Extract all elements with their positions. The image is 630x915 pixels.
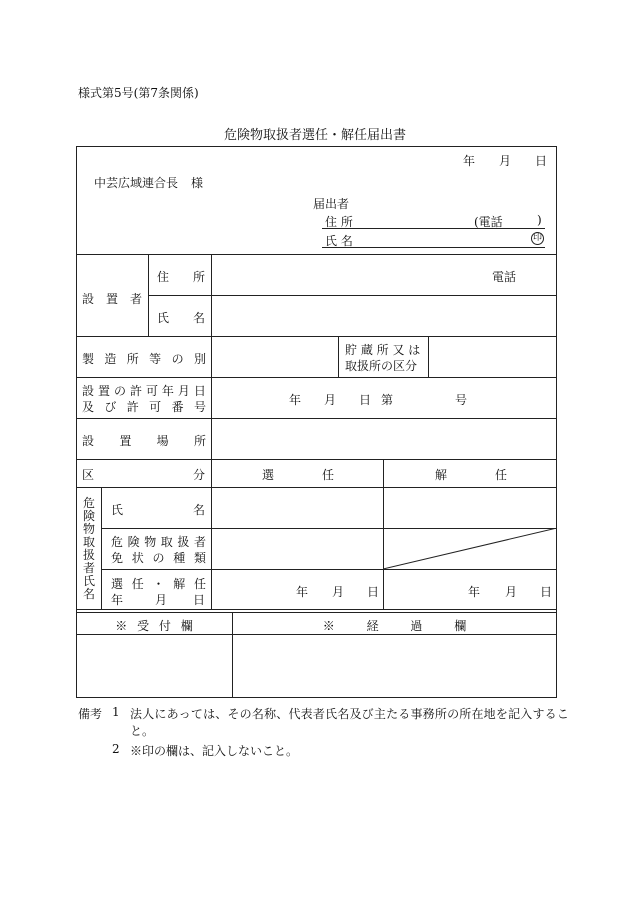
permit-dai: 第 — [381, 393, 394, 407]
appoint-day: 日 — [367, 585, 380, 599]
dismiss-day: 日 — [540, 585, 553, 599]
row-divider — [101, 569, 557, 570]
location-label: 設 置 場 所 — [82, 434, 206, 448]
applicant-phone-close: ) — [537, 213, 542, 227]
category-label-left: 区 — [82, 468, 95, 482]
storage-class-label-2: 取扱所の区分 — [345, 359, 418, 373]
license-label-2: 免 状 の 種 類 — [111, 551, 206, 565]
appoint-month: 月 — [332, 585, 345, 599]
row-divider — [76, 487, 557, 488]
note-1-number: 1 — [112, 705, 120, 719]
header-month: 月 — [499, 154, 512, 168]
permit-label-2: 及 び 許 可 番 号 — [82, 400, 206, 414]
installer-label: 設 置 者 — [82, 292, 142, 306]
applicant-address-line — [322, 228, 545, 229]
header-day: 日 — [535, 154, 548, 168]
row-divider — [76, 612, 557, 613]
applicant-address-label: 住 所 — [325, 215, 353, 229]
handler-name-label-left: 氏 — [111, 503, 124, 517]
appoint-year: 年 — [296, 585, 309, 599]
storage-class-label-1: 貯 蔵 所 又 は — [345, 343, 421, 357]
permit-day: 日 — [359, 393, 372, 407]
permit-month: 月 — [324, 393, 337, 407]
col-divider — [148, 254, 149, 336]
header-year: 年 — [463, 154, 476, 168]
row-divider — [76, 336, 557, 337]
row-divider — [76, 609, 557, 610]
form-number: 様式第5号(第7条関係) — [78, 86, 199, 100]
row-divider — [76, 459, 557, 460]
reception-box — [77, 635, 231, 697]
note-1-continuation: と。 — [130, 724, 155, 738]
installer-name-label: 氏 名 — [157, 311, 205, 325]
category-label-right: 分 — [193, 468, 206, 482]
progress-box — [233, 635, 556, 697]
row-divider — [76, 418, 557, 419]
date-label-1: 選 任 ・ 解 任 — [111, 577, 206, 591]
installer-phone-label: 電話 — [492, 270, 517, 284]
col-divider — [428, 336, 429, 377]
col-divider — [211, 254, 212, 609]
category-appoint: 選 任 — [262, 468, 334, 482]
form-title: 危険物取扱者選任・解任届出書 — [223, 128, 406, 143]
handler-name-label-right: 名 — [193, 503, 206, 517]
seal-icon: 印 — [532, 233, 542, 243]
category-dismiss: 解 任 — [435, 468, 507, 482]
note-1-text: 法人にあっては、その名称、代表者氏名及び主たる事務所の所在地を記入するこ — [130, 707, 570, 721]
note-2-number: 2 — [112, 742, 120, 756]
license-label-1: 危 険 物 取 扱 者 — [111, 535, 206, 549]
dismiss-month: 月 — [505, 585, 518, 599]
permit-go: 号 — [455, 393, 468, 407]
col-divider — [101, 487, 102, 609]
applicant-name-line — [322, 247, 545, 248]
permit-label-1: 設 置 の 許 可 年 月 日 — [82, 384, 206, 398]
notes-label: 備考 — [78, 707, 103, 721]
license-dismiss-diagonal — [383, 528, 557, 569]
handler-vertical-label: 危 険 物 取 扱 者 氏 名 — [82, 496, 95, 601]
addressee: 中芸広域連合長 — [94, 176, 179, 190]
note-2-text: ※印の欄は、記入しないこと。 — [130, 744, 299, 758]
applicant-name-label: 氏 名 — [325, 234, 353, 248]
honorific: 様 — [191, 176, 204, 190]
date-label-year: 年 — [111, 593, 124, 607]
installer-address-label: 住 所 — [157, 270, 205, 284]
reception-column-header: ※ 受 付 欄 — [115, 619, 193, 633]
applicant-phone-open: (電話 — [474, 215, 503, 229]
facility-type-label: 製 造 所 等 の 別 — [82, 352, 206, 366]
applicant-label: 届出者 — [313, 197, 350, 211]
date-label-day: 日 — [193, 593, 206, 607]
col-divider — [338, 336, 339, 377]
row-divider — [148, 295, 557, 296]
date-label-month: 月 — [155, 593, 168, 607]
progress-column-header: ※ 経 過 欄 — [322, 619, 467, 633]
permit-year: 年 — [289, 393, 302, 407]
dismiss-year: 年 — [468, 585, 481, 599]
row-divider — [76, 377, 557, 378]
